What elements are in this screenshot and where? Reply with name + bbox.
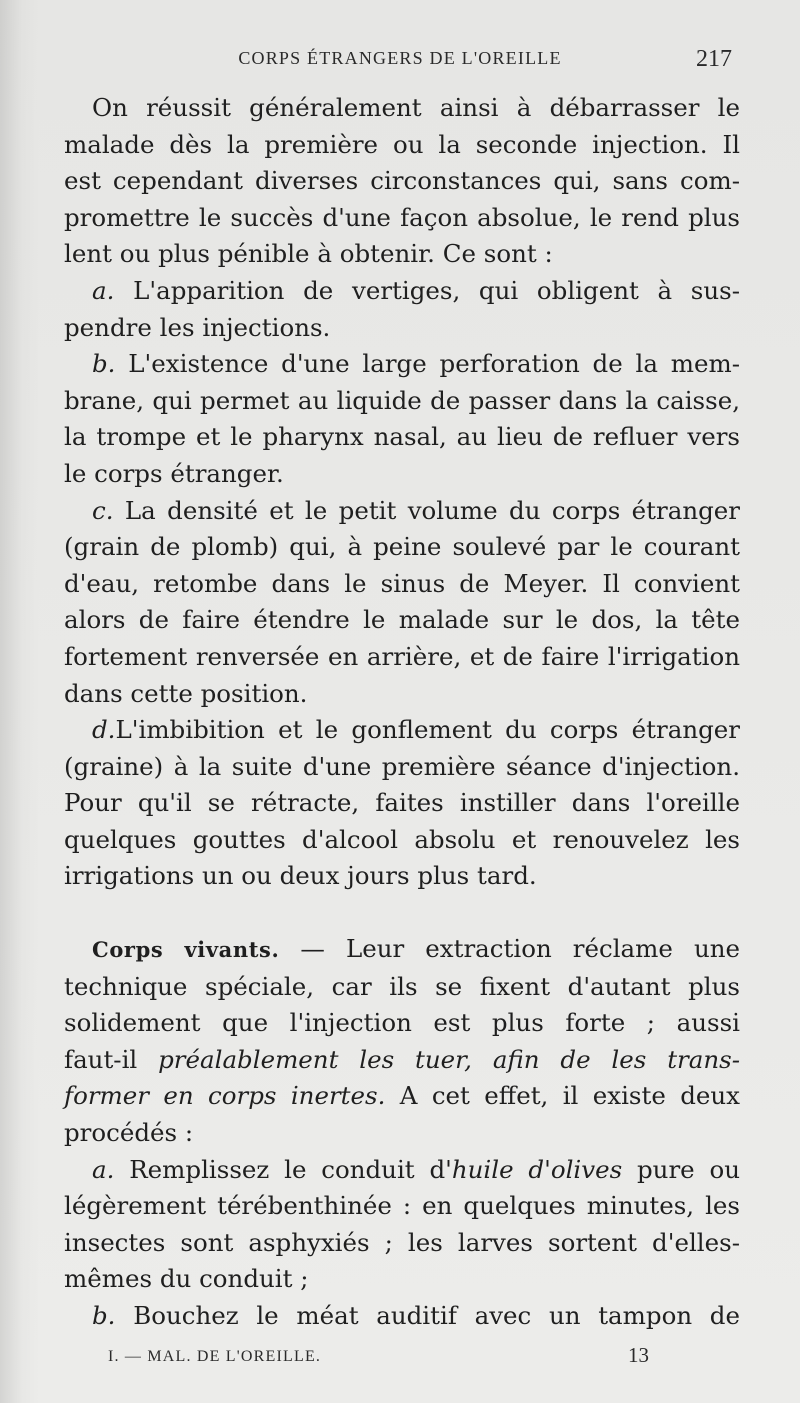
paragraph-line: malade dès la première ou la seconde injection. Il: [64, 129, 740, 159]
paragraph-line: brane, qui permet au liquide de passer dans la caisse,: [64, 385, 740, 415]
paragraph-line: dans cette position.: [64, 678, 308, 708]
paragraph-line: irrigations un ou deux jours plus tard.: [64, 861, 537, 891]
paragraph-line: est cependant diverses circonstances qui, sans com-: [64, 166, 740, 196]
emphasis-text: préalablement les tuer, afin de les trans-: [158, 1044, 740, 1074]
paragraph-line: fortement renversée en arrière, et de faire l'irrigation: [64, 641, 740, 671]
procedure-b: [64, 1298, 740, 1335]
paragraph-line: [64, 1042, 740, 1079]
paragraph-line: technique spéciale, car ils se fixent d'autant plus: [64, 971, 740, 1001]
paragraph-line: le corps étranger.: [64, 458, 284, 488]
paragraph-line: mêmes du conduit ;: [64, 1264, 309, 1294]
item-text: Remplissez le conduit d': [129, 1154, 452, 1184]
section-gap: [64, 895, 740, 931]
item-text: La densité et le petit volume du corps étranger: [124, 495, 740, 525]
item-letter: d.: [92, 715, 116, 745]
paragraph-line: quelques gouttes d'alcool absolu et renouvelez les: [64, 824, 740, 854]
paragraph-line: promettre le succès d'une façon absolue, le rend plus: [64, 202, 740, 232]
paragraph-line: lent ou plus pénible à obtenir. Ce sont :: [64, 239, 553, 269]
section-heading-line: [64, 931, 740, 969]
paragraph-line: On réussit généralement ainsi à débarrasser le: [92, 93, 740, 122]
paragraph-line: alors de faire étendre le malade sur le dos, la tête: [64, 605, 740, 635]
section-text: — Leur extraction réclame une: [279, 934, 741, 964]
item-letter: a.: [92, 1154, 115, 1184]
paragraph-line: Pour qu'il se rétracte, faites instiller dans l'oreille: [64, 788, 740, 818]
paragraph-line: la trompe et le pharynx nasal, au lieu de refluer vers: [64, 422, 740, 452]
section-title: Corps vivants.: [92, 937, 280, 963]
paragraph-line: (grain de plomb) qui, à peine soulevé par le courant: [64, 532, 740, 562]
item-text: Bouchez le méat auditif avec un tampon de: [133, 1301, 740, 1330]
body-text: [64, 90, 740, 1335]
paragraph-line: (graine) à la suite d'une première séance d'injection.: [64, 751, 740, 781]
paragraph-line: [64, 1078, 740, 1115]
item-text: pure ou: [622, 1154, 740, 1184]
procedure-a: [64, 1152, 740, 1189]
emphasis-text: former en corps inertes.: [64, 1081, 386, 1111]
section-text: faut-il: [64, 1044, 159, 1074]
item-letter: b.: [92, 349, 116, 379]
paragraph-line: solidement que l'injection est plus forte ; aussi: [64, 1008, 740, 1038]
running-head: [0, 46, 800, 76]
paragraph-line: pendre les injections.: [64, 312, 331, 342]
page-number: 217: [696, 46, 732, 72]
item-letter: b.: [92, 1301, 116, 1330]
list-item-d: [64, 712, 740, 749]
paragraph-line: légèrement térébenthinée : en quelques minutes, les: [64, 1191, 740, 1221]
list-item-b: [64, 346, 740, 383]
item-letter: a.: [92, 275, 115, 305]
page-footer: [0, 1343, 800, 1373]
paragraph-line: insectes sont asphyxiés ; les larves sortent d'elles-: [64, 1227, 740, 1257]
section-text: A cet effet, il existe deux: [385, 1081, 740, 1111]
paragraph-line: procédés :: [64, 1118, 194, 1148]
running-title: CORPS ÉTRANGERS DE L'OREILLE: [238, 48, 562, 68]
item-text: L'apparition de vertiges, qui obligent à sus-: [133, 275, 740, 305]
item-text: L'existence d'une large perforation de la mem-: [128, 349, 740, 379]
item-letter: c.: [92, 495, 114, 525]
item-text: L'imbibition et le gonflement du corps étranger: [115, 715, 740, 745]
list-item-c: [64, 493, 740, 530]
emphasis-text: huile d'olives: [451, 1154, 623, 1184]
paragraph-line: d'eau, retombe dans le sinus de Meyer. Il convient: [64, 568, 740, 598]
sheet-number: 13: [628, 1343, 649, 1367]
list-item-a: [64, 273, 740, 310]
signature-mark: I. — MAL. DE L'OREILLE.: [108, 1348, 322, 1365]
